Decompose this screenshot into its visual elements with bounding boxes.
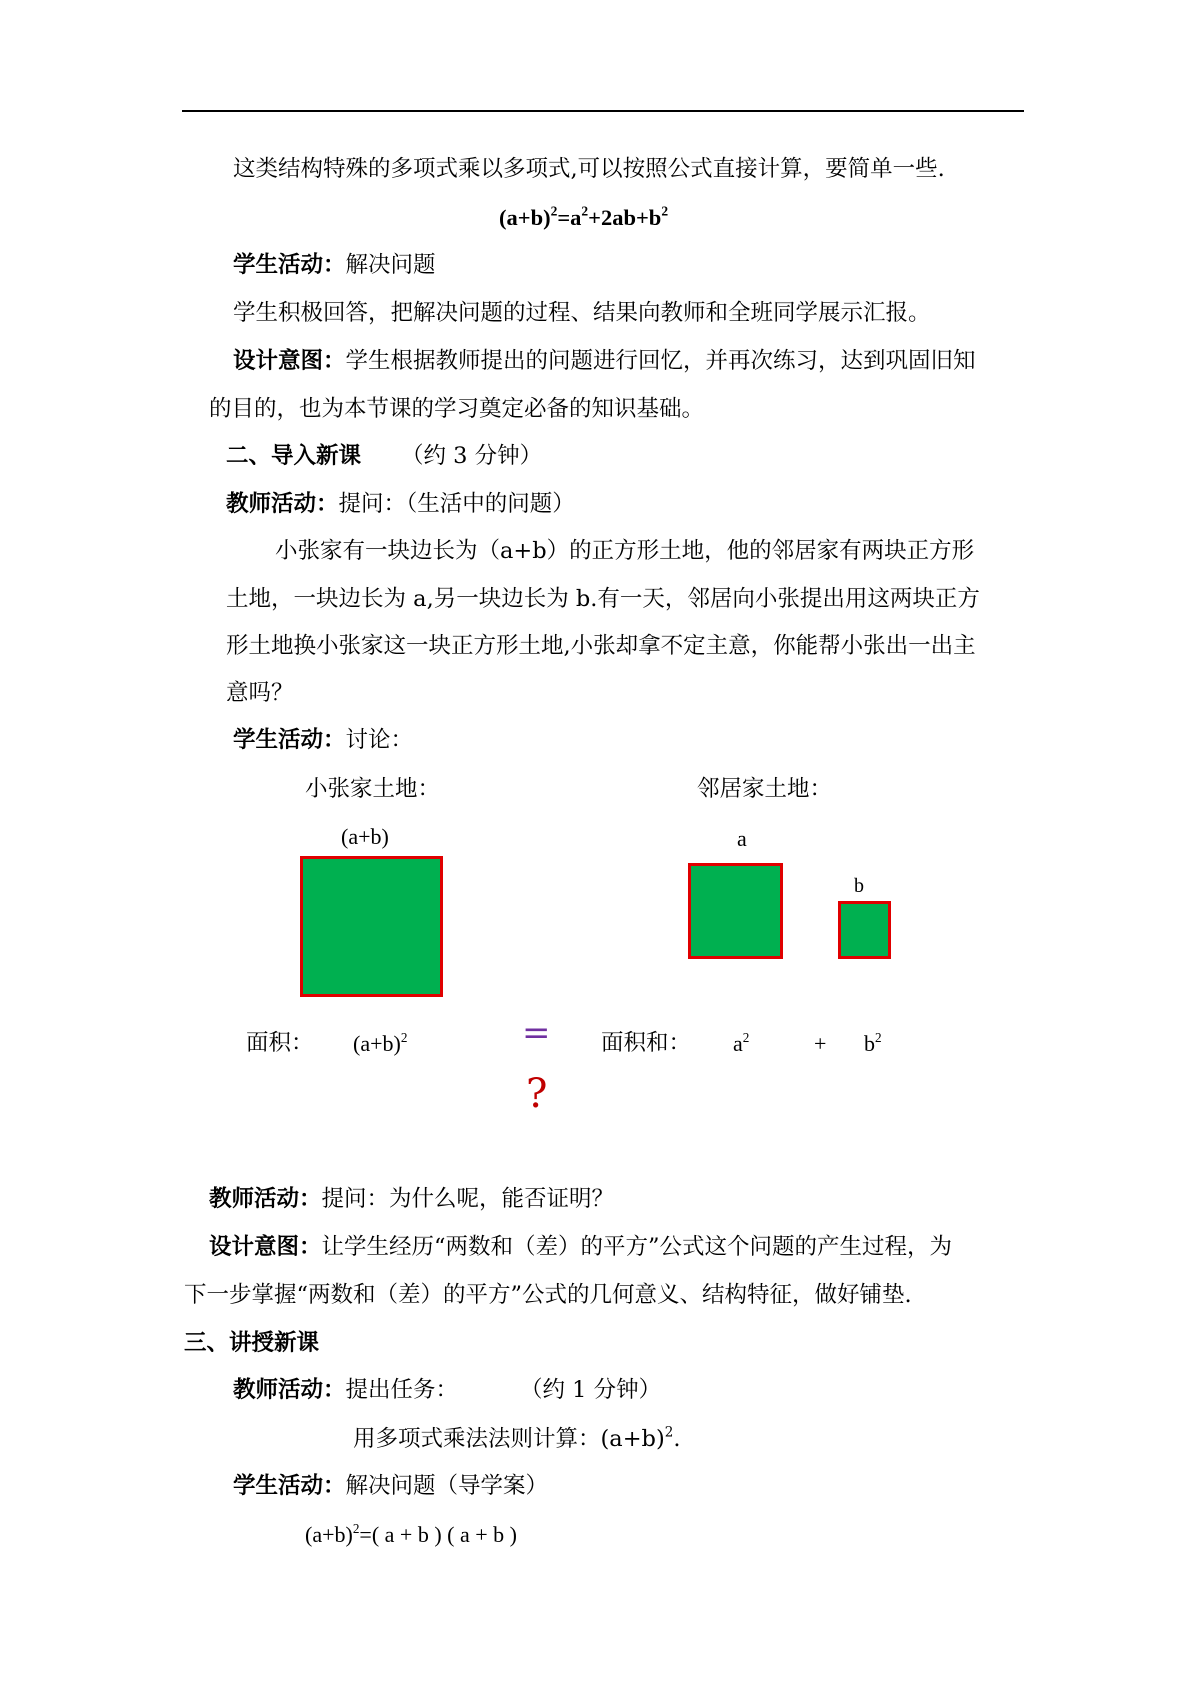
task-statement: 用多项式乘法法则计算：$(a+b)^2$. [353, 1424, 681, 1452]
area-expression: $(a+b)^2$ [353, 1029, 408, 1056]
header-rule [182, 110, 1024, 112]
intro-paragraph: 这类结构特殊的多项式乘以多项式,可以按照公式直接计算，要简单一些. [233, 156, 945, 182]
question-mark: ? [526, 1071, 548, 1117]
area-sum-label: 面积和： [601, 1030, 692, 1056]
design-intent-1: 设计意图：学生根据教师提出的问题进行回忆，并再次练习，达到巩固旧知 [233, 348, 976, 374]
plus-sign: + [814, 1031, 827, 1056]
square-sum-formula: $(a+b)^2=a^2+2ab+b^2$ [499, 203, 669, 230]
story-line-3: 形土地换小张家这一块正方形土地,小张却拿不定主意，你能帮小张出一出主 [226, 633, 976, 659]
design-intent-1-cont: 的目的，也为本节课的学习奠定必备的知识基础。 [209, 396, 705, 422]
story-line-4: 意吗？ [226, 680, 294, 706]
design-intent-2-cont: 下一步掌握“两数和（差）的平方”公式的几何意义、结构特征，做好铺垫. [184, 1282, 912, 1308]
area-b-squared: $b^2$ [864, 1029, 882, 1056]
square-b-label: b [854, 875, 864, 897]
expansion-formula: $(a+b)^2=$( a + b ) ( a + b ) [305, 1520, 517, 1547]
left-land-title: 小张家土地： [305, 776, 441, 802]
area-label: 面积： [246, 1030, 314, 1056]
big-square [300, 856, 443, 997]
square-a-label: a [737, 826, 747, 851]
square-a [688, 863, 783, 959]
section-heading-2: 二、导入新课 （约 3 分钟） [226, 443, 543, 469]
story-line-2: 土地，一块边长为 a,另一块边长为 b.有一天，邻居向小张提出用这两块正方 [226, 586, 980, 612]
story-line-1: 小张家有一块边长为（a+b）的正方形土地，他的邻居家有两块正方形 [275, 538, 975, 564]
teacher-activity-2: 教师活动：提问：为什么呢，能否证明？ [209, 1186, 615, 1212]
student-activity-1: 学生活动：解决问题 [233, 252, 436, 278]
equals-sign: = [522, 1013, 551, 1053]
student-activity-3: 学生活动：解决问题（导学案） [233, 1473, 549, 1499]
student-activity-2: 学生活动：讨论： [233, 727, 414, 753]
right-land-title: 邻居家土地： [697, 776, 833, 802]
square-b [838, 901, 891, 959]
design-intent-2: 设计意图：让学生经历“两数和（差）的平方”公式这个问题的产生过程，为 [209, 1234, 953, 1260]
teacher-activity-1: 教师活动：提问：（生活中的问题） [226, 491, 575, 517]
section-heading-3: 三、讲授新课 [184, 1330, 320, 1356]
area-a-squared: $a^2$ [733, 1029, 750, 1056]
teacher-activity-3: 教师活动：提出任务： （约 1 分钟） [233, 1377, 662, 1403]
student-response: 学生积极回答，把解决问题的过程、结果向教师和全班同学展示汇报。 [233, 300, 931, 326]
big-square-label: (a+b) [341, 824, 389, 849]
